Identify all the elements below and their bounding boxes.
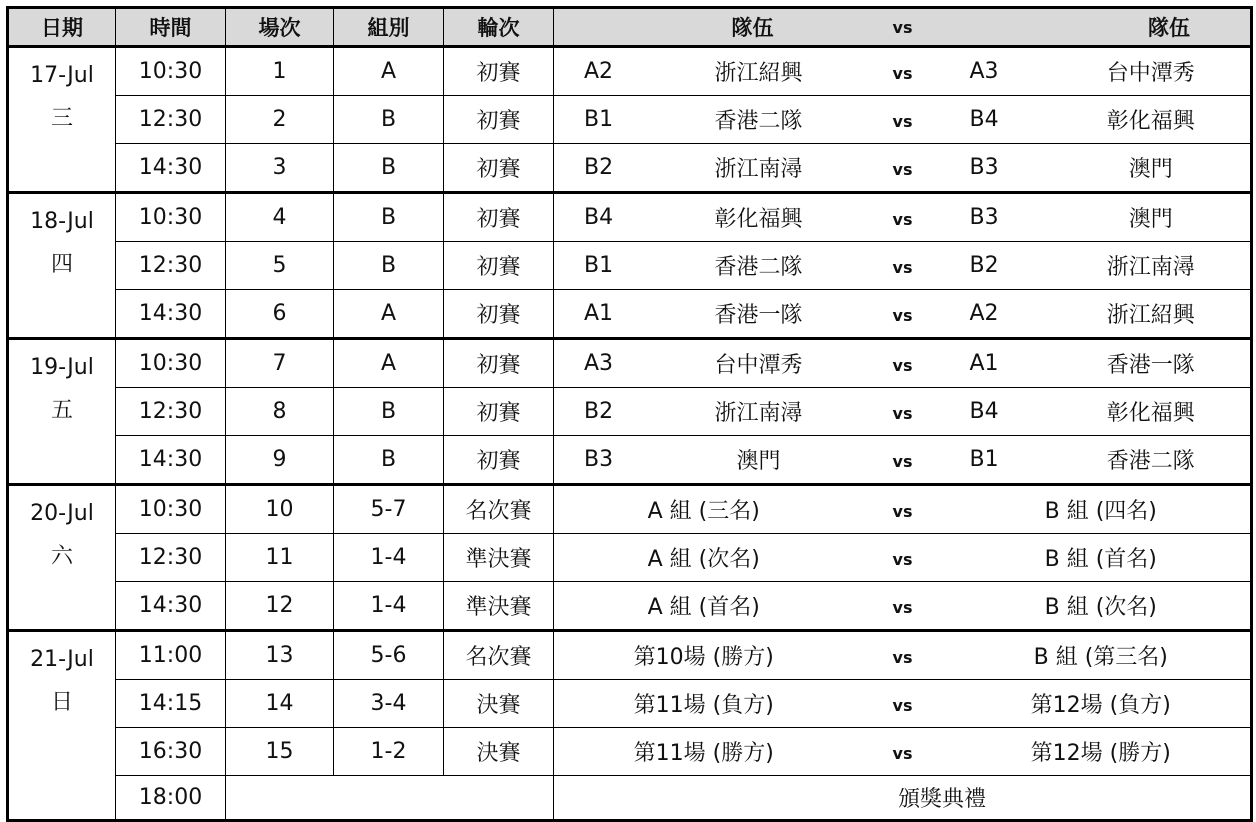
team-a-code: A1 [554, 290, 664, 339]
date-label: 18-Jul [30, 209, 94, 234]
group-cell: 1-4 [334, 582, 444, 631]
team-b-full: B 組 (四名) [952, 485, 1252, 534]
group-cell: 3-4 [334, 680, 444, 728]
time-cell: 12:30 [116, 388, 226, 436]
table-row [8, 436, 1252, 485]
group-cell: 1-2 [334, 728, 444, 776]
team-a-name: 浙江南潯 [664, 388, 854, 436]
round-cell: 初賽 [444, 388, 554, 436]
match-cell: 11 [226, 534, 334, 582]
vs-label: vs [854, 728, 952, 776]
vs-label: vs [854, 485, 952, 534]
time-cell: 10:30 [116, 485, 226, 534]
team-b-code: A2 [952, 290, 1052, 339]
round-cell: 名次賽 [444, 485, 554, 534]
group-cell: 1-4 [334, 534, 444, 582]
team-a-code: B4 [554, 193, 664, 242]
table-row [8, 193, 1252, 242]
weekday-label: 五 [50, 398, 73, 423]
team-a-name: 彰化福興 [664, 193, 854, 242]
team-b-code: B4 [952, 96, 1052, 144]
table-row [8, 388, 1252, 436]
round-cell: 準決賽 [444, 582, 554, 631]
team-a-name: 澳門 [664, 436, 854, 485]
group-cell: 5-6 [334, 631, 444, 680]
table-row [8, 144, 1252, 193]
team-b-name: 台中潭秀 [1052, 47, 1252, 96]
header-match: 場次 [226, 8, 334, 47]
team-b-full: 第12場 (勝方) [952, 728, 1252, 776]
table-row [8, 47, 1252, 96]
vs-label: vs [854, 436, 952, 485]
round-cell: 決賽 [444, 728, 554, 776]
team-b-code: A1 [952, 339, 1052, 388]
round-cell: 初賽 [444, 193, 554, 242]
group-cell: B [334, 193, 444, 242]
group-cell: 5-7 [334, 485, 444, 534]
team-b-name: 澳門 [1052, 144, 1252, 193]
time-cell: 14:30 [116, 144, 226, 193]
table-row [8, 631, 1252, 680]
team-a-code: B1 [554, 242, 664, 290]
time-cell: 12:30 [116, 242, 226, 290]
weekday-label: 日 [50, 690, 73, 715]
round-cell: 初賽 [444, 96, 554, 144]
table-row [8, 485, 1252, 534]
table-row [8, 339, 1252, 388]
header-time: 時間 [116, 8, 226, 47]
time-cell: 14:30 [116, 290, 226, 339]
team-a-code: A3 [554, 339, 664, 388]
team-b-code: B3 [952, 193, 1052, 242]
date-cell [8, 631, 116, 821]
team-a-code: A2 [554, 47, 664, 96]
team-b-name: 澳門 [1052, 193, 1252, 242]
match-cell: 7 [226, 339, 334, 388]
table-row [8, 728, 1252, 776]
match-cell: 10 [226, 485, 334, 534]
date-label: 20-Jul [30, 501, 94, 526]
match-cell: 3 [226, 144, 334, 193]
team-b-full: 第12場 (負方) [952, 680, 1252, 728]
header-round: 輪次 [444, 8, 554, 47]
table-row [8, 290, 1252, 339]
team-b-name: 彰化福興 [1052, 96, 1252, 144]
team-a-code: B2 [554, 388, 664, 436]
vs-label: vs [854, 534, 952, 582]
date-cell [8, 485, 116, 631]
date-cell [8, 339, 116, 485]
group-cell: A [334, 339, 444, 388]
vs-label: vs [854, 47, 952, 96]
vs-label: vs [854, 582, 952, 631]
vs-label: vs [854, 193, 952, 242]
team-b-code: B4 [952, 388, 1052, 436]
table-row [8, 776, 1252, 821]
weekday-label: 六 [50, 544, 73, 569]
vs-label: vs [854, 96, 952, 144]
header-row [8, 8, 1252, 47]
team-a-name: 浙江紹興 [664, 47, 854, 96]
team-a-full: 第11場 (負方) [554, 680, 854, 728]
ceremony-cell: 頒獎典禮 [554, 776, 1252, 821]
round-cell: 準決賽 [444, 534, 554, 582]
team-a-full: A 組 (次名) [554, 534, 854, 582]
team-b-code: B2 [952, 242, 1052, 290]
table-row [8, 242, 1252, 290]
vs-label: vs [854, 242, 952, 290]
time-cell: 14:30 [116, 582, 226, 631]
team-a-name: 台中潭秀 [664, 339, 854, 388]
round-cell: 初賽 [444, 436, 554, 485]
round-cell: 初賽 [444, 290, 554, 339]
time-cell: 14:30 [116, 436, 226, 485]
weekday-label: 三 [50, 106, 73, 131]
team-a-name: 香港二隊 [664, 96, 854, 144]
team-b-code: B3 [952, 144, 1052, 193]
match-cell: 12 [226, 582, 334, 631]
team-a-name: 香港二隊 [664, 242, 854, 290]
team-a-full: 第10場 (勝方) [554, 631, 854, 680]
time-cell: 16:30 [116, 728, 226, 776]
team-a-full: 第11場 (勝方) [554, 728, 854, 776]
team-b-full: B 組 (首名) [952, 534, 1252, 582]
round-cell: 名次賽 [444, 631, 554, 680]
table-row [8, 680, 1252, 728]
table-row [8, 582, 1252, 631]
vs-label: vs [854, 144, 952, 193]
time-cell: 10:30 [116, 339, 226, 388]
vs-label: vs [854, 339, 952, 388]
schedule-table [6, 6, 1253, 822]
group-cell: B [334, 144, 444, 193]
time-cell: 10:30 [116, 47, 226, 96]
time-cell: 10:30 [116, 193, 226, 242]
round-cell: 初賽 [444, 144, 554, 193]
round-cell: 初賽 [444, 242, 554, 290]
weekday-label: 四 [50, 252, 73, 277]
team-a-name: 浙江南潯 [664, 144, 854, 193]
round-cell: 決賽 [444, 680, 554, 728]
match-cell: 13 [226, 631, 334, 680]
date-cell [8, 193, 116, 339]
group-cell: B [334, 242, 444, 290]
group-cell: B [334, 96, 444, 144]
team-b-full: B 組 (次名) [952, 582, 1252, 631]
round-cell: 初賽 [444, 339, 554, 388]
header-group: 組別 [334, 8, 444, 47]
team-b-name: 香港一隊 [1052, 339, 1252, 388]
team-b-name: 香港二隊 [1052, 436, 1252, 485]
date-cell [8, 47, 116, 193]
time-cell: 12:30 [116, 534, 226, 582]
time-cell: 18:00 [116, 776, 226, 821]
date-label: 21-Jul [30, 647, 94, 672]
round-cell: 初賽 [444, 47, 554, 96]
group-cell: A [334, 47, 444, 96]
header-team-a: 隊伍 [554, 8, 854, 47]
empty-cell [226, 776, 554, 821]
match-cell: 2 [226, 96, 334, 144]
match-cell: 15 [226, 728, 334, 776]
match-cell: 8 [226, 388, 334, 436]
team-a-name: 香港一隊 [664, 290, 854, 339]
vs-label: vs [854, 631, 952, 680]
team-b-name: 浙江紹興 [1052, 290, 1252, 339]
table-row [8, 96, 1252, 144]
team-b-code: B1 [952, 436, 1052, 485]
match-cell: 6 [226, 290, 334, 339]
team-b-code: A3 [952, 47, 1052, 96]
match-cell: 9 [226, 436, 334, 485]
match-cell: 4 [226, 193, 334, 242]
team-a-full: A 組 (三名) [554, 485, 854, 534]
team-a-code: B1 [554, 96, 664, 144]
match-cell: 5 [226, 242, 334, 290]
team-b-name: 浙江南潯 [1052, 242, 1252, 290]
team-a-code: B3 [554, 436, 664, 485]
team-b-name: 彰化福興 [1052, 388, 1252, 436]
team-a-full: A 組 (首名) [554, 582, 854, 631]
date-label: 19-Jul [30, 355, 94, 380]
group-cell: B [334, 436, 444, 485]
vs-label: vs [854, 290, 952, 339]
team-b-full: B 組 (第三名) [952, 631, 1252, 680]
match-cell: 14 [226, 680, 334, 728]
match-cell: 1 [226, 47, 334, 96]
header-vs: vs [854, 8, 952, 47]
team-a-code: B2 [554, 144, 664, 193]
time-cell: 11:00 [116, 631, 226, 680]
time-cell: 14:15 [116, 680, 226, 728]
date-label: 17-Jul [30, 63, 94, 88]
time-cell: 12:30 [116, 96, 226, 144]
vs-label: vs [854, 680, 952, 728]
vs-label: vs [854, 388, 952, 436]
group-cell: A [334, 290, 444, 339]
header-date: 日期 [8, 8, 116, 47]
group-cell: B [334, 388, 444, 436]
header-team-b: 隊伍 [952, 8, 1252, 47]
table-row [8, 534, 1252, 582]
